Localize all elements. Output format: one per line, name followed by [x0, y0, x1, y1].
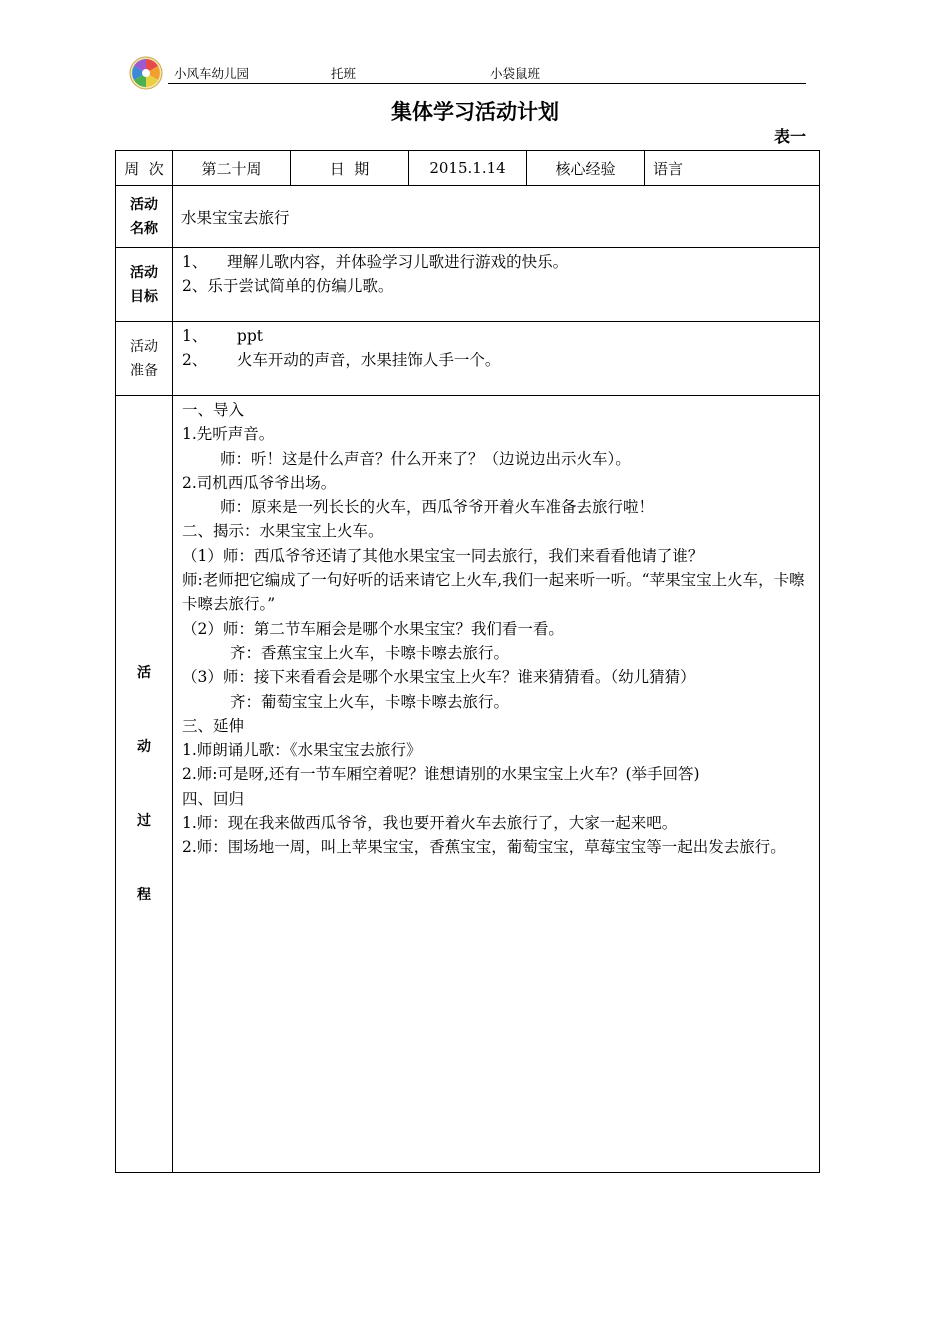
activity-prep-content — [173, 322, 820, 396]
activity-prep-row — [116, 322, 820, 396]
week-value: 第二十周 — [173, 151, 291, 186]
process-label-char: 过 — [137, 813, 151, 829]
prep-line: 2、 火车开动的声音，水果挂饰人手一个。 — [182, 351, 501, 370]
process-line: （1）师：西瓜爷爷还请了其他水果宝宝一同去旅行，我们来看看他请了谁？ — [182, 546, 704, 565]
activity-name-value: 水果宝宝去旅行 — [173, 186, 820, 248]
activity-goal-content — [173, 248, 820, 322]
process-line: 四、回归 — [182, 789, 245, 808]
activity-name-row — [116, 186, 820, 248]
process-line: 师:老师把它编成了一句好听的话来请它上火车,我们一起来听一听。“苹果宝宝上火车，卡嚓卡嚓去旅行。” — [182, 571, 805, 614]
process-label-char: 动 — [137, 739, 151, 755]
table-number: 表一 — [773, 127, 806, 146]
class-name: 小袋鼠班 — [490, 66, 541, 81]
activity-process-label — [116, 396, 173, 1173]
header-rule — [168, 83, 806, 84]
process-line: 2.司机西瓜爷爷出场。 — [182, 473, 337, 492]
activity-process-row — [116, 396, 820, 1173]
info-row — [116, 151, 820, 186]
process-line: （3）师：接下来看看会是哪个水果宝宝上火车？谁来猜猜看。（幼儿猜猜） — [182, 668, 696, 687]
goal-line: 2、乐于尝试简单的仿编儿歌。 — [182, 277, 394, 296]
activity-name-label-line1: 活动 — [130, 196, 158, 213]
process-line: 1.师：现在我来做西瓜爷爷，我也要开着火车去旅行了，大家一起来吧。 — [182, 814, 678, 833]
activity-prep-label — [116, 322, 173, 396]
activity-name-label — [116, 186, 173, 248]
activity-goal-label — [116, 248, 173, 322]
page-title: 集体学习活动计划 — [391, 99, 559, 124]
activity-prep-label-line1: 活动 — [130, 338, 158, 355]
core-experience-label: 核心经验 — [527, 151, 645, 186]
process-label-char: 活 — [137, 665, 151, 681]
activity-prep-label-line2: 准备 — [130, 362, 158, 379]
process-line: 三、延伸 — [182, 716, 245, 735]
process-line: 1.先听声音。 — [182, 425, 275, 444]
activity-plan-table — [115, 150, 820, 1173]
process-line: 2.师:可是呀,还有一节车厢空着呢？谁想请别的水果宝宝上火车？(举手回答) — [182, 765, 700, 784]
date-value: 2015.1.14 — [409, 151, 527, 186]
process-label-char: 程 — [137, 887, 151, 903]
prep-line: 1、 ppt — [182, 327, 263, 345]
process-line: 齐：葡萄宝宝上火车，卡嚓卡嚓去旅行。 — [230, 692, 510, 711]
activity-goal-label-line1: 活动 — [130, 264, 158, 281]
week-label: 周 次 — [116, 151, 173, 186]
goal-line: 1、 理解儿歌内容，并体验学习儿歌进行游戏的快乐。 — [182, 253, 569, 271]
process-line: （2）师：第二节车厢会是哪个水果宝宝？我们看一看。 — [182, 619, 564, 638]
kindergarten-logo-icon — [128, 56, 164, 90]
activity-goal-label-line2: 目标 — [130, 288, 158, 305]
process-line: 师：原来是一列长长的火车，西瓜爷爷开着火车准备去旅行啦！ — [220, 498, 655, 517]
grade-name: 托班 — [331, 66, 357, 81]
activity-name-label-line2: 名称 — [130, 220, 158, 237]
process-line: 二、揭示：水果宝宝上火车。 — [182, 522, 384, 541]
process-line: 2.师：围场地一周，叫上苹果宝宝，香蕉宝宝，葡萄宝宝，草莓宝宝等一起出发去旅行。 — [182, 838, 786, 857]
school-name: 小风车幼儿园 — [174, 66, 250, 81]
process-line: 1.师朗诵儿歌：《水果宝宝去旅行》 — [182, 741, 422, 760]
activity-process-content — [173, 396, 820, 1173]
date-label: 日 期 — [291, 151, 409, 186]
process-line: 一、导入 — [182, 401, 245, 419]
process-line: 齐：香蕉宝宝上火车，卡嚓卡嚓去旅行。 — [230, 643, 510, 662]
process-line: 师：听！这是什么声音？什么开来了？（边说边出示火车）。 — [220, 449, 631, 468]
core-experience-value: 语言 — [645, 151, 820, 186]
activity-goal-row — [116, 248, 820, 322]
page-header — [128, 56, 806, 90]
